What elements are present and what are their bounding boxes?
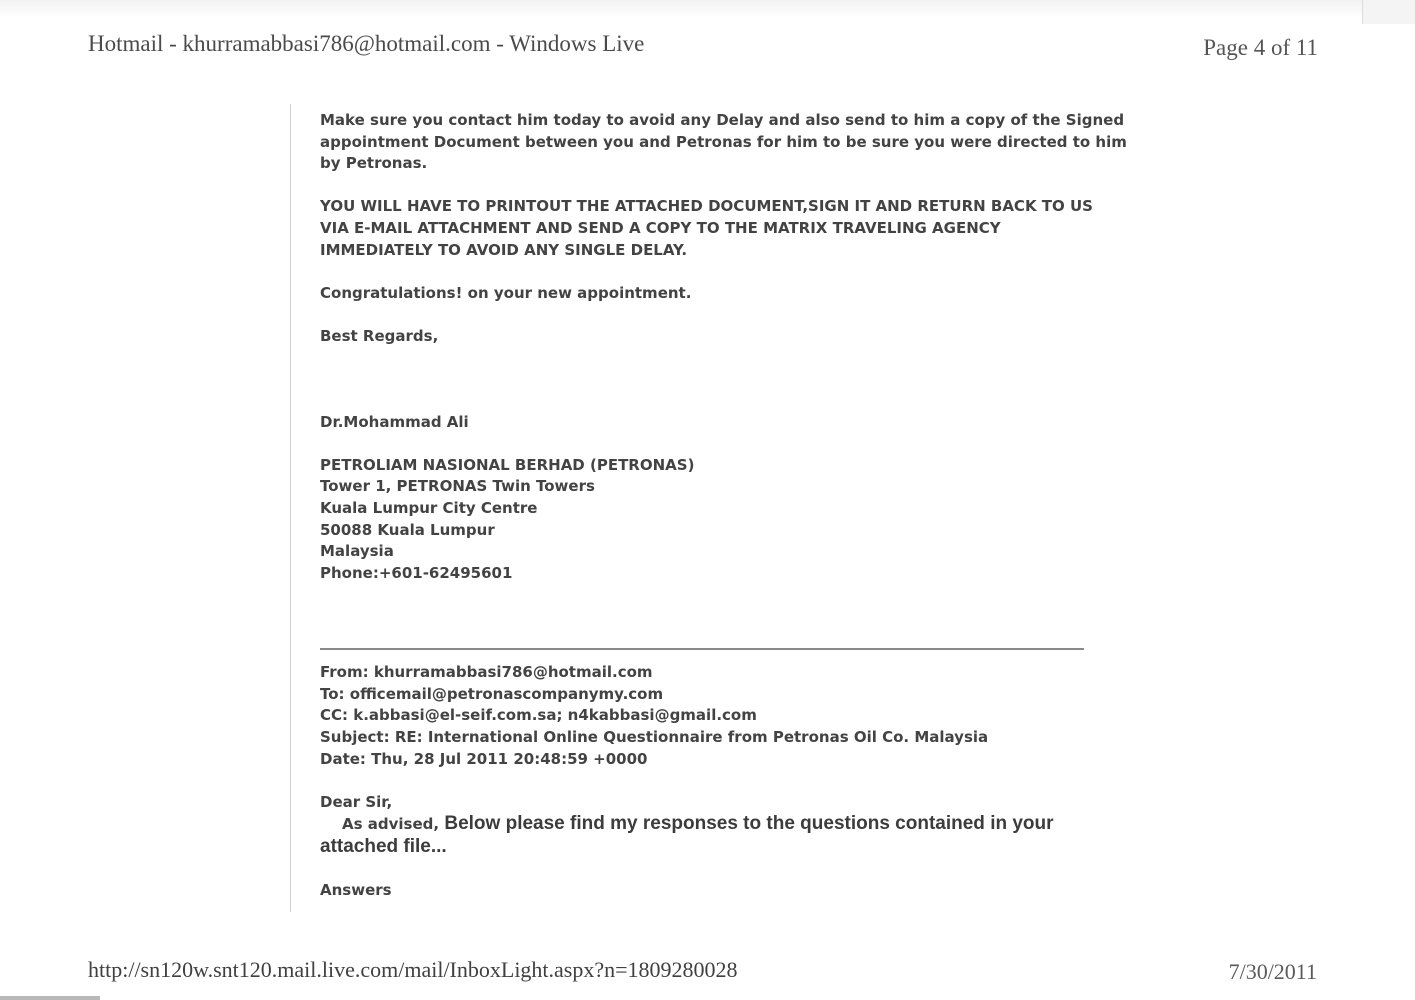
body-paragraph-contact [320,110,1127,175]
answers-heading: Answers [320,880,392,899]
lead-big-text-2: attached file... [320,836,447,858]
signature-name: Dr.Mohammad Ali [320,412,469,431]
spacer [320,304,1090,326]
body-paragraph-instructions [320,196,1093,261]
spacer [320,348,1090,412]
quoted-date: Date: Thu, 28 Jul 2011 20:48:59 +0000 [320,749,648,768]
quoted-greeting: Dear Sir, [320,792,393,811]
spacer [320,261,1090,283]
spacer [320,175,1090,197]
quoted-lead-paragraph [320,813,1090,858]
text-line: VIA E-MAIL ATTACHMENT AND SEND A COPY TO THE MATRIX TRAVELING AGENCY [320,218,1001,237]
text-line: IMMEDIATELY TO AVOID ANY SINGLE DELAY. [320,240,688,259]
spacer [320,858,1090,880]
page-indicator: Page 4 of 11 [1203,35,1318,60]
address-line: 50088 Kuala Lumpur [320,520,495,539]
quoted-message-divider [320,648,1084,650]
print-footer-date: 7/30/2011 [1228,959,1317,984]
lead-line [320,813,1090,836]
closing-regards: Best Regards, [320,326,439,345]
text-line: by Petronas. [320,154,428,173]
quoted-headers [320,662,1090,770]
address-line: PETROLIAM NASIONAL BERHAD (PETRONAS) [320,455,695,474]
email-body [320,110,1127,901]
lead-big-text: Below please find my responses to the questions contained in your [439,813,1054,835]
quoted-cc: CC: k.abbasi@el-seif.com.sa; n4kabbasi@gmail.com [320,706,757,725]
lead-small-text: As advised, [342,815,440,834]
scan-edge-top [0,0,1415,18]
content-left-rule [290,104,291,912]
spacer [320,584,1090,648]
print-header-title: Hotmail - khurramabbasi786@hotmail.com - Windows Live [88,31,645,56]
spacer [320,770,1090,792]
address-line: Kuala Lumpur City Centre [320,498,538,517]
text-line: appointment Document between you and Petronas for him to be sure you were directed to him [320,132,1127,151]
signature-address [320,455,1090,585]
congratulations-line: Congratulations! on your new appointment. [320,283,692,302]
quoted-from: From: khurramabbasi786@hotmail.com [320,663,653,682]
quoted-to: To: officemail@petronascompanymy.com [320,684,664,703]
address-line: Tower 1, PETRONAS Twin Towers [320,477,595,496]
print-footer-url: http://sn120w.snt120.mail.live.com/mail/InboxLight.aspx?n=1809280028 [88,957,738,982]
phone-line: Phone:+601-62495601 [320,563,513,582]
text-line: YOU WILL HAVE TO PRINTOUT THE ATTACHED DOCUMENT,SIGN IT AND RETURN BACK TO US [320,197,1093,216]
address-line: Malaysia [320,542,394,561]
spacer [320,433,1090,455]
quoted-subject: Subject: RE: International Online Questionnaire from Petronas Oil Co. Malaysia [320,728,989,747]
text-line: Make sure you contact him today to avoid any Delay and also send to him a copy of the Signed [320,111,1125,129]
scan-edge-bottom [0,996,100,1000]
scan-edge-right [1362,0,1415,24]
